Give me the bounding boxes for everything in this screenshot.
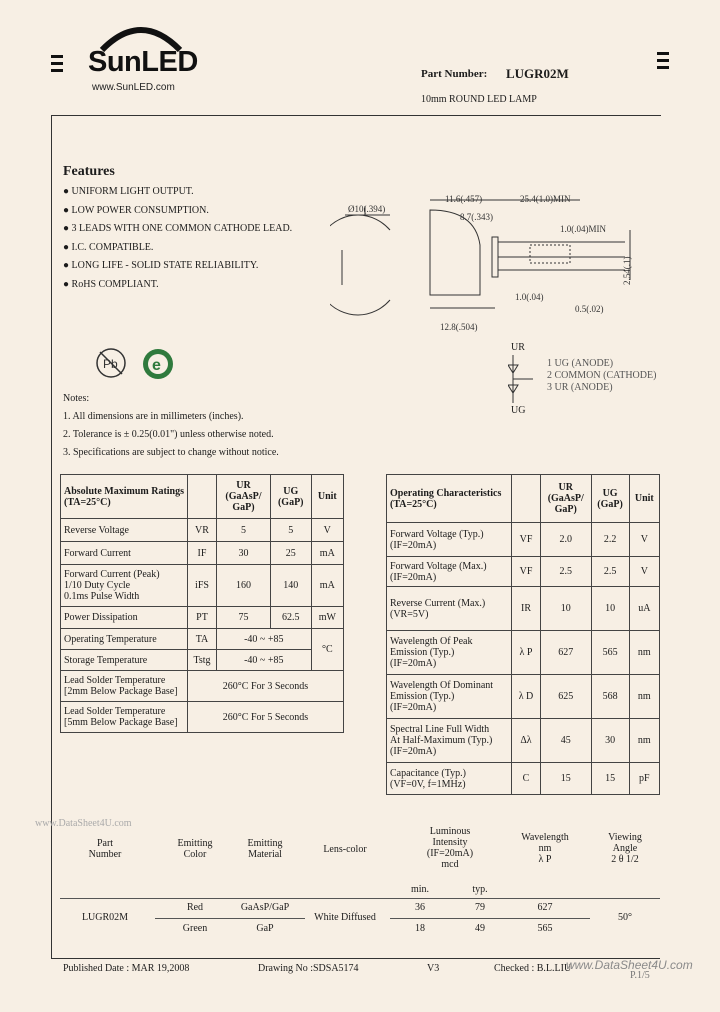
table-subtitle: (TA=25°C)	[64, 496, 111, 508]
list-item: ● RoHS COMPLIANT.	[63, 278, 159, 290]
cell: V	[629, 523, 659, 557]
cell: mA	[311, 542, 343, 565]
list-item: ● LONG LIFE - SOLID STATE RELIABILITY.	[63, 260, 259, 271]
list-item: 1. All dimensions are in millimeters (inches).	[63, 411, 244, 422]
sel-h-typ: typ.	[472, 884, 488, 895]
cell: 565	[591, 631, 629, 675]
cell: mA	[311, 565, 343, 607]
sel-h-lens: Lens-color	[323, 844, 367, 855]
cell: °C	[311, 629, 343, 671]
col-ur: UR	[236, 480, 251, 491]
cell: 30	[217, 542, 271, 565]
sel-material: GaP	[256, 923, 274, 934]
cell: 15	[541, 763, 592, 795]
sel-h-color: Emitting Color	[177, 838, 213, 860]
table-row	[61, 519, 344, 542]
sel-h-wavelength: Wavelength nm λ P	[521, 832, 569, 865]
cell: Lead Solder Temperature [5mm Below Package Base]	[61, 702, 188, 733]
cell: IR	[512, 587, 541, 631]
cell: Wavelength Of Dominant Emission (Typ.) (IF=20mA)	[387, 675, 512, 719]
cell: -40 ~ +85	[217, 650, 312, 671]
cell: 2.5	[591, 557, 629, 587]
list-item: 3. Specifications are subject to change without notice.	[63, 447, 279, 458]
table-row	[61, 565, 344, 607]
sel-h-viewing: Viewing Angle 2 θ 1/2	[608, 832, 642, 865]
sel-typ: 49	[475, 923, 485, 934]
cell: V	[629, 557, 659, 587]
pin-list	[547, 358, 656, 394]
cell: 5	[270, 519, 311, 542]
dim-body: 8.7(.343)	[460, 212, 493, 222]
cell: Forward Voltage (Typ.) (IF=20mA)	[387, 523, 512, 557]
cell: 625	[541, 675, 592, 719]
col-unit: Unit	[311, 475, 343, 519]
cell: Lead Solder Temperature [2mm Below Package Base]	[61, 671, 188, 702]
cell: Reverse Current (Max.) (VR=5V)	[387, 587, 512, 631]
table-row	[61, 671, 344, 702]
sel-wavelength: 627	[537, 902, 553, 913]
list-item: 2. Tolerance is ± 0.25(0.01") unless otherwise noted.	[63, 429, 274, 440]
part-number: LUGR02M	[506, 66, 569, 81]
list-item: 3 UR (ANODE)	[547, 382, 613, 393]
cell: nm	[629, 675, 659, 719]
dim-length: 11.6(.457)	[445, 194, 483, 204]
cell: Reverse Voltage	[61, 519, 188, 542]
published-date: Published Date : MAR 19,2008	[63, 963, 190, 974]
sel-part-number: LUGR02M	[81, 912, 129, 923]
cell: 5	[217, 519, 271, 542]
cell: Storage Temperature	[61, 650, 188, 671]
list-item: ● 3 LEADS WITH ONE COMMON CATHODE LEAD.	[63, 223, 293, 234]
sel-material: GaAsP/GaP	[240, 902, 290, 913]
table-row	[61, 607, 344, 629]
right-bar-mark	[657, 52, 669, 73]
pin-label-ur: UR	[511, 342, 525, 353]
cell: 2.0	[541, 523, 592, 557]
cell: Forward Current	[61, 542, 188, 565]
col-ug-mat: (GaP)	[597, 498, 623, 510]
cell: 15	[591, 763, 629, 795]
cell: 25	[270, 542, 311, 565]
left-bar-mark	[51, 55, 63, 76]
sel-h-material: Emitting Material	[247, 838, 283, 860]
table-row	[387, 719, 660, 763]
cell: Capacitance (Typ.) (VF=0V, f=1MHz)	[387, 763, 512, 795]
page-subtitle: 10mm ROUND LED LAMP	[421, 94, 537, 105]
cell: 10	[591, 587, 629, 631]
list-item: 2 COMMON (CATHODE)	[547, 370, 657, 381]
cell: iFS	[188, 565, 217, 607]
table-title: Absolute Maximum Ratings	[64, 485, 185, 497]
table-row	[61, 702, 344, 733]
part-number-label: Part Number:	[421, 68, 488, 80]
cell: 260°C For 3 Seconds	[188, 671, 344, 702]
cell: λ D	[512, 675, 541, 719]
cell: 140	[270, 565, 311, 607]
cell: 45	[541, 719, 592, 763]
sel-h-min: min.	[410, 884, 430, 895]
col-ur-mat: (GaAsP/	[225, 491, 262, 502]
dim-gap: 1.0(.04)	[515, 292, 544, 302]
watermark-bottom: www.DataSheet4U.com	[566, 958, 693, 972]
cell: -40 ~ +85	[217, 629, 312, 650]
col-ug: UG	[602, 487, 618, 499]
pin-schematic	[508, 355, 538, 403]
col-ur-mat2: GaP)	[554, 504, 577, 515]
pin-label-ug: UG	[511, 405, 526, 416]
rohs-text: e	[152, 357, 161, 374]
drawing-number: Drawing No :SDSA5174	[258, 963, 359, 974]
cell: Operating Temperature	[61, 629, 188, 650]
cell: nm	[629, 631, 659, 675]
table-row	[387, 557, 660, 587]
table-row	[387, 763, 660, 795]
dim-lead-width: 0.5(.02)	[575, 304, 604, 314]
sel-lens-color: White Diffused	[314, 912, 376, 923]
cell: Wavelength Of Peak Emission (Typ.) (IF=20mA)	[387, 631, 512, 675]
cell: nm	[629, 719, 659, 763]
list-item: ● UNIFORM LIGHT OUTPUT.	[63, 186, 194, 197]
pb-text: Pb	[103, 357, 118, 371]
sel-h-luminous: Luminous Intensity (IF=20mA) mcd	[426, 826, 474, 870]
cell: VR	[188, 519, 217, 542]
cell: 75	[217, 607, 271, 629]
sel-min: 18	[415, 923, 425, 934]
dim-height: 12.8(.504)	[440, 322, 478, 332]
features-title: Features	[63, 164, 115, 179]
checked-by: Checked : B.L.LIU	[494, 963, 572, 974]
cell: 30	[591, 719, 629, 763]
rohs-icon	[140, 346, 176, 382]
col-ur-mat2: GaP)	[232, 502, 255, 513]
table-row	[387, 523, 660, 557]
cell: IF	[188, 542, 217, 565]
table-row	[387, 631, 660, 675]
cell: 260°C For 5 Seconds	[188, 702, 344, 733]
table-title: Operating Characteristics	[390, 487, 502, 499]
notes-title: Notes:	[63, 393, 90, 404]
cell: C	[512, 763, 541, 795]
cell: VF	[512, 523, 541, 557]
features-list	[63, 183, 292, 294]
dim-lead: 25.4(1.0)MIN	[520, 194, 571, 204]
pb-free-icon	[94, 346, 128, 380]
col-ug: UG	[283, 485, 299, 497]
table-row	[61, 650, 344, 671]
cell: 2.5	[541, 557, 592, 587]
cell: Δλ	[512, 719, 541, 763]
list-item: 1 UG (ANODE)	[547, 358, 614, 369]
cell: Spectral Line Full Width At Half-Maximum (Typ.) (IF=20mA)	[387, 719, 512, 763]
brand-url[interactable]: www.SunLED.com	[92, 82, 175, 93]
cell: TA	[188, 629, 217, 650]
col-ur: UR	[558, 482, 573, 493]
sel-viewing-angle: 50°	[618, 912, 632, 923]
absolute-max-table	[60, 474, 344, 733]
cell: 627	[541, 631, 592, 675]
table-row	[387, 675, 660, 719]
table-row	[61, 629, 344, 650]
table-subtitle: (TA=25°C)	[390, 498, 437, 510]
cell: pF	[629, 763, 659, 795]
cell: VF	[512, 557, 541, 587]
sel-color: Red	[186, 902, 204, 913]
watermark-top: www.DataSheet4U.com	[35, 818, 132, 829]
sel-min: 36	[415, 902, 425, 913]
cell: 62.5	[270, 607, 311, 629]
col-unit: Unit	[629, 475, 659, 523]
notes	[63, 390, 279, 462]
dim-diameter: Ø10(.394)	[348, 204, 386, 214]
col-ur-mat: (GaAsP/	[547, 493, 584, 504]
dim-pitch: 2.54(.1)	[622, 256, 632, 285]
cell: Tstg	[188, 650, 217, 671]
cell: PT	[188, 607, 217, 629]
list-item: ● LOW POWER CONSUMPTION.	[63, 204, 209, 216]
version: V3	[427, 963, 440, 974]
cell: λ P	[512, 631, 541, 675]
cell: uA	[629, 587, 659, 631]
table-row	[61, 542, 344, 565]
cell: Forward Voltage (Max.) (IF=20mA)	[387, 557, 512, 587]
cell: mW	[311, 607, 343, 629]
dim-min: 1.0(.04)MIN	[560, 224, 606, 234]
cell: V	[311, 519, 343, 542]
list-item: ● I.C. COMPATIBLE.	[63, 241, 154, 253]
cell: 568	[591, 675, 629, 719]
operating-characteristics-table	[386, 474, 660, 795]
table-row	[387, 587, 660, 631]
cell: Power Dissipation	[61, 607, 188, 629]
cell: 2.2	[591, 523, 629, 557]
brand-logo: SunLED	[88, 46, 198, 78]
selection-guide	[60, 826, 660, 946]
col-ug-mat: (GaP)	[277, 496, 304, 508]
sel-wavelength: 565	[537, 923, 553, 934]
cell: Forward Current (Peak) 1/10 Duty Cycle 0.1ms Pulse Width	[61, 565, 188, 607]
sel-h-part: Part Number	[88, 838, 122, 860]
cell: 160	[217, 565, 271, 607]
cell: 10	[541, 587, 592, 631]
page-number: P.1/5	[630, 970, 650, 981]
sel-color: Green	[182, 923, 208, 934]
sel-typ: 79	[475, 902, 485, 913]
